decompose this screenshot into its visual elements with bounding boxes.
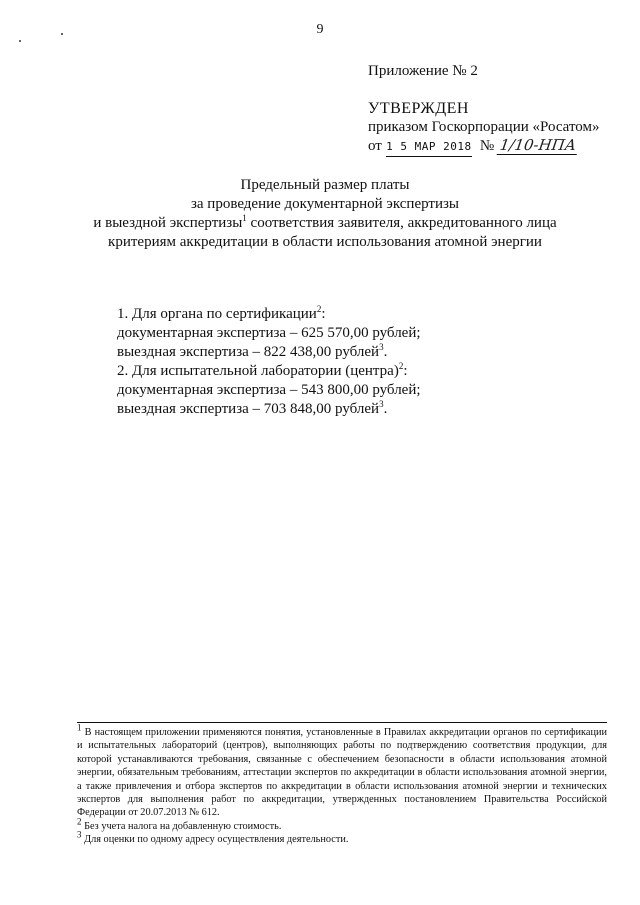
date-stamp: 1 5 МАР 2018	[386, 138, 472, 157]
list-item	[117, 343, 421, 362]
title-line: критериям аккредитации в области использования атомной энергии	[108, 234, 542, 250]
handwritten-number: 1/10-НПА	[498, 136, 578, 154]
list-item	[117, 400, 421, 419]
item-text: выездная экспертиза – 703 848,00 рублей	[117, 401, 380, 417]
footnote-ref: 1	[242, 213, 247, 223]
footnote-mark: 3	[77, 829, 82, 840]
appendix-label: Приложение № 2	[368, 63, 478, 79]
item-text: выездная экспертиза – 822 438,00 рублей	[117, 344, 380, 360]
title-text: соответствия заявителя, аккредитованного лица	[246, 215, 557, 231]
title-text: и выездной экспертизы	[93, 215, 243, 231]
document-title	[60, 176, 590, 252]
item-text: :	[321, 306, 326, 322]
footnote	[77, 722, 607, 820]
page-number: 9	[316, 22, 324, 37]
list-item	[117, 362, 421, 381]
item-text: :	[403, 363, 408, 379]
date-number-row	[368, 136, 600, 157]
scan-speck	[61, 33, 63, 35]
footnote-mark: 2	[77, 816, 82, 827]
list-item: документарная экспертиза – 625 570,00 рублей;	[117, 325, 421, 341]
footnote-ref: 3	[379, 342, 384, 352]
footnote	[77, 829, 607, 846]
item-text: .	[383, 401, 388, 417]
footnote	[77, 816, 607, 833]
footnote-ref: 2	[398, 361, 404, 371]
list-item	[117, 305, 421, 324]
date-prefix: от	[368, 138, 382, 154]
footnote-ref: 2	[316, 304, 322, 314]
title-line	[60, 214, 590, 233]
list-item: документарная экспертиза – 543 800,00 рублей;	[117, 382, 421, 398]
footnotes	[77, 722, 607, 847]
footnote-mark: 1	[77, 722, 82, 733]
fee-list	[117, 305, 421, 419]
approval-block	[368, 62, 600, 157]
footnote-text: В настоящем приложении применяются понятия, установленные в Правилах аккредитации органов по сертификации и испытательных лабораторий (центров), выполняющих работы по подтверждению соответствия продукции, для которой устанавливаются требования, связанные с обеспечением безопасности в области использования атомной энергии, обязательным требованиям, аттестации экспертов по аккредитации в области использования атомной энергии, а также привлечения и отбора экспертов по аккредитации в области использования атомной энергии и технических экспертов для выполнения работ по аккредитации, утвержденных постановлением Правительства Российской Федерации от 20.07.2013 № 612.	[77, 727, 607, 819]
scan-speck	[19, 40, 21, 42]
footnote-divider	[77, 722, 607, 723]
approved-heading: УТВЕРЖДЕН	[368, 100, 469, 117]
number-prefix: №	[479, 138, 495, 154]
item-text: 2. Для испытательной лаборатории (центра)	[117, 363, 399, 379]
footnote-ref: 3	[379, 399, 384, 409]
footnote-text: Для оценки по одному адресу осуществления деятельности.	[81, 834, 349, 846]
item-text: .	[383, 344, 388, 360]
order-line: приказом Госкорпорации «Росатом»	[368, 119, 600, 135]
title-line: Предельный размер платы	[240, 177, 410, 193]
item-text: 1. Для органа по сертификации	[117, 306, 317, 322]
title-line: за проведение документарной экспертизы	[190, 196, 460, 212]
footnote-text: Без учета налога на добавленную стоимость.	[81, 820, 282, 832]
